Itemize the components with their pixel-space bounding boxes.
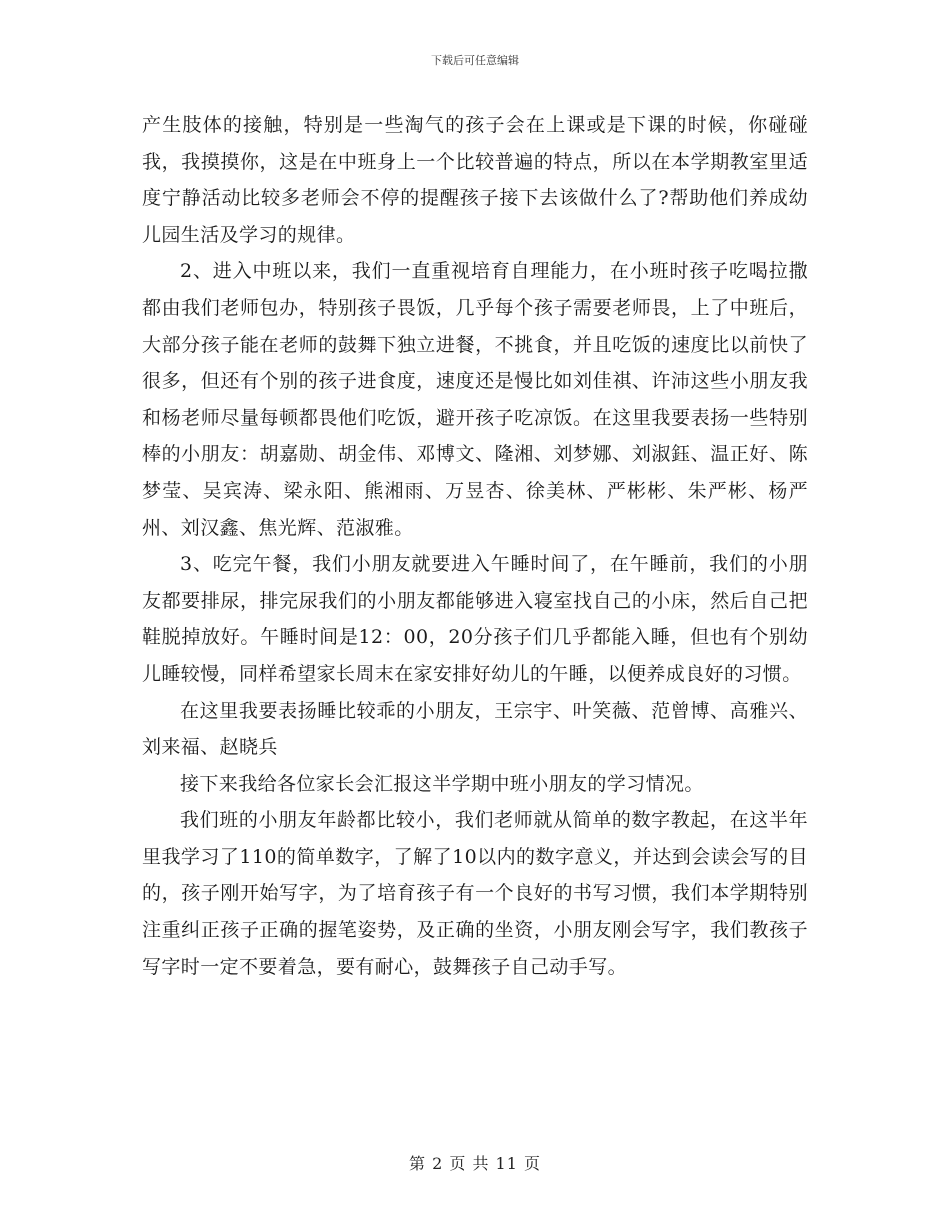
document-body: [142, 107, 808, 985]
page-header: 下载后可任意编辑: [431, 54, 519, 67]
paragraph-3: 3、吃完午餐，我们小朋友就要进入午睡时间了，在午睡前，我们的小朋友都要排尿，排完尿我们的小朋友都能够进入寝室找自己的小床，然后自己把鞋脱掉放好。午睡时间是12：00，20分孩子们几乎都能入睡，但也有个别幼儿睡较慢，同样希望家长周末在家安排好幼儿的午睡，以便养成良好的习惯。: [142, 553, 808, 685]
page-number-footer: 第 2 页 共 11 页: [409, 1154, 541, 1173]
paragraph-4: 在这里我要表扬睡比较乖的小朋友，王宗宇、叶笑薇、范曾博、高雅兴、刘来福、赵晓兵: [142, 699, 808, 759]
paragraph-6: 我们班的小朋友年龄都比较小，我们老师就从简单的数字教起，在这半年里我学习了110的简单数字，了解了10以内的数字意义，并达到会读会写的目的，孩子刚开始写字，为了培育孩子有一个良好的书写习惯，我们本学期特别注重纠正孩子正确的握笔姿势，及正确的坐资，小朋友刚会写字，我们教孩子写字时一定不要着急，要有耐心，鼓舞孩子自己动手写。: [142, 809, 808, 978]
paragraph-2: 2、进入中班以来，我们一直重视培育自理能力，在小班时孩子吃喝拉撒都由我们老师包办，特别孩子畏饭，几乎每个孩子需要老师畏，上了中班后，大部分孩子能在老师的鼓舞下独立进餐，不挑食，并且吃饭的速度比以前快了很多，但还有个别的孩子进食度，速度还是慢比如刘佳祺、许沛这些小朋友我和杨老师尽量每顿都畏他们吃饭，避开孩子吃凉饭。在这里我要表扬一些特别棒的小朋友：胡嘉勋、胡金伟、邓博文、隆湘、刘梦娜、刘淑鈺、温正好、陈梦莹、吴宾涛、梁永阳、熊湘雨、万昱杏、徐美林、严彬彬、朱严彬、杨严州、刘汉鑫、焦光辉、范淑雅。: [142, 260, 808, 539]
paragraph-1: 产生肢体的接触，特别是一些淘气的孩子会在上课或是下课的时候，你碰碰我，我摸摸你，这是在中班身上一个比较普遍的特点，所以在本学期教室里适度宁静活动比较多老师会不停的提醒孩子接下去该做什么了?帮助他们养成幼儿园生活及学习的规律。: [142, 114, 808, 246]
paragraph-5: 接下来我给各位家长会汇报这半学期中班小朋友的学习情况。: [180, 772, 704, 795]
